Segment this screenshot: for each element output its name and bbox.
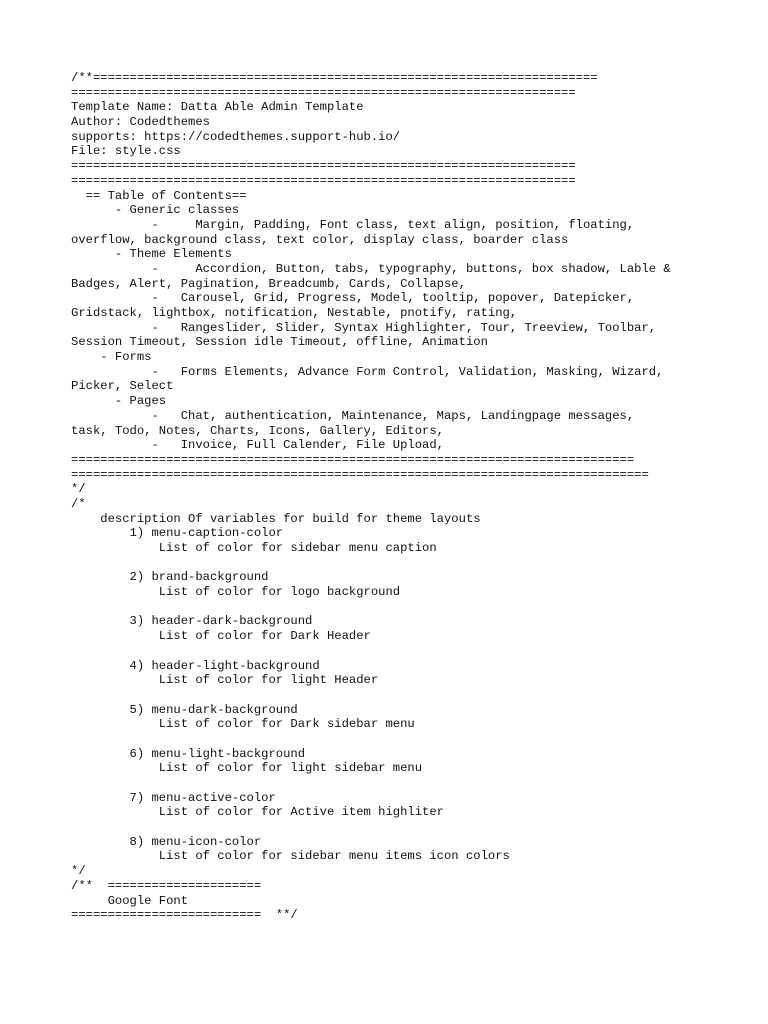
code-line: Session Timeout, Session idle Timeout, offline, Animation	[71, 335, 488, 350]
code-line: overflow, background class, text color, display class, boarder class	[71, 232, 569, 247]
code-line: List of color for Dark Header	[71, 629, 371, 644]
code-line: 7) menu-active-color	[71, 790, 276, 805]
code-line	[71, 688, 761, 703]
code-line: =====================================================================	[71, 159, 576, 174]
code-line: - Forms	[71, 350, 152, 365]
code-line: - Accordion, Button, tabs, typography, buttons, box shadow, Lable &	[71, 261, 671, 276]
code-line: =====================================================================	[71, 173, 576, 188]
code-line: 5) menu-dark-background	[71, 702, 298, 717]
code-line: - Rangeslider, Slider, Syntax Highlighter, Tour, Treeview, Toolbar,	[71, 320, 657, 335]
code-document	[71, 71, 761, 923]
code-line: =====================================================================	[71, 85, 576, 100]
code-line	[71, 776, 761, 791]
code-line: 3) header-dark-background	[71, 614, 313, 629]
code-line: List of color for Active item highliter	[71, 805, 444, 820]
code-line: Author: Codedthemes	[71, 115, 210, 130]
code-line: List of color for logo background	[71, 585, 401, 600]
code-line: ========================== **/	[71, 908, 298, 923]
code-line: - Pages	[71, 394, 167, 409]
code-line: File: style.css	[71, 144, 181, 159]
code-line: - Carousel, Grid, Progress, Model, tooltip, popover, Datepicker,	[71, 291, 635, 306]
code-line: 8) menu-icon-color	[71, 834, 262, 849]
code-line: /*	[71, 496, 86, 511]
code-line: List of color for sidebar menu items icon colors	[71, 849, 510, 864]
code-line: - Invoice, Full Calender, File Upload,	[71, 438, 444, 453]
code-line: - Generic classes	[71, 203, 240, 218]
code-line: - Forms Elements, Advance Form Control, Validation, Masking, Wizard,	[71, 364, 664, 379]
code-line: List of color for light Header	[71, 673, 379, 688]
code-line: - Chat, authentication, Maintenance, Maps, Landingpage messages,	[71, 408, 635, 423]
code-line: Gridstack, lightbox, notification, Nestable, pnotify, rating,	[71, 306, 518, 320]
code-line	[71, 820, 761, 835]
code-line	[71, 556, 761, 571]
code-line: supports: https://codedthemes.support-hub.io/	[71, 129, 401, 144]
code-line: */	[71, 482, 86, 497]
code-line: task, Todo, Notes, Charts, Icons, Gallery, Editors,	[71, 423, 444, 438]
code-line: 4) header-light-background	[71, 658, 320, 673]
code-line: =============================================================================	[71, 452, 635, 467]
code-line	[71, 732, 761, 747]
code-line: 6) menu-light-background	[71, 746, 306, 761]
code-line	[71, 644, 761, 659]
code-line: 2) brand-background	[71, 570, 269, 585]
code-line: ===============================================================================	[71, 467, 649, 482]
code-line: == Table of Contents==	[71, 188, 247, 203]
code-line: Google Font	[71, 893, 189, 908]
code-line: Picker, Select	[71, 379, 174, 394]
code-line: Badges, Alert, Pagination, Breadcumb, Cards, Collapse,	[71, 276, 466, 291]
code-line: /** =====================	[71, 878, 262, 893]
code-line: List of color for sidebar menu caption	[71, 541, 437, 555]
code-line: description Of variables for build for theme layouts	[71, 511, 481, 526]
code-line: List of color for Dark sidebar menu	[71, 717, 415, 732]
code-line: - Theme Elements	[71, 247, 232, 262]
code-line: */	[71, 864, 86, 879]
code-line: 1) menu-caption-color	[71, 526, 284, 541]
code-line: Template Name: Datta Able Admin Template	[71, 100, 364, 115]
code-line: - Margin, Padding, Font class, text align, position, floating,	[71, 217, 635, 232]
code-line: /**=====================================================================	[71, 71, 598, 85]
code-line	[71, 600, 761, 615]
code-line: List of color for light sidebar menu	[71, 761, 423, 776]
